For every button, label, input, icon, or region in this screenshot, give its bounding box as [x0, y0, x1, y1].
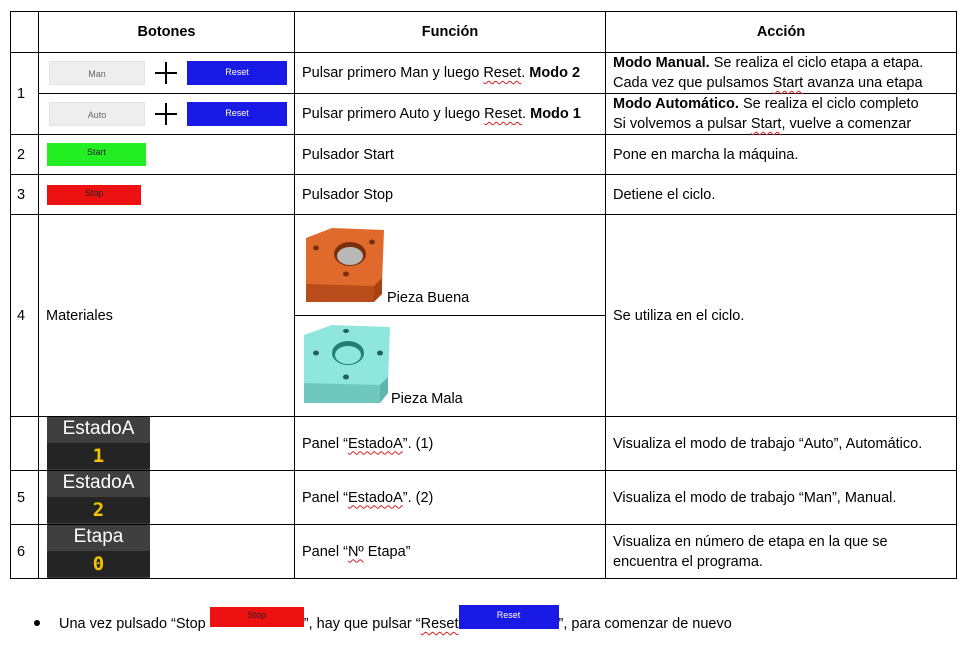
action-text: , vuelve a comenzar	[781, 116, 912, 132]
reset-button[interactable]: Reset	[187, 61, 287, 85]
piece-bad-image	[302, 323, 392, 407]
table-row	[11, 53, 957, 94]
row-number: 1	[11, 53, 39, 135]
action-text: avanza una etapa	[803, 75, 923, 91]
header-botones: Botones	[39, 12, 295, 53]
etapa-display	[47, 525, 150, 578]
function-word: EstadoA	[347, 489, 403, 506]
function-sep: .	[522, 106, 531, 122]
display-value: 0	[47, 551, 150, 577]
estadoa-display	[47, 471, 150, 524]
table-header-row	[11, 12, 957, 53]
function-cell	[295, 471, 606, 525]
man-button[interactable]: Man	[49, 61, 145, 85]
buttons-cell	[39, 175, 295, 215]
function-text: Panel “	[302, 543, 348, 560]
table-row	[11, 417, 957, 471]
bullet-icon	[34, 620, 40, 626]
display-label: Etapa	[73, 526, 124, 547]
function-sep: .	[521, 65, 530, 81]
function-text: ”. (1)	[402, 435, 434, 452]
buttons-cell	[39, 53, 295, 94]
function-cell	[295, 94, 606, 135]
action-text: Cada vez que pulsamos	[613, 75, 773, 91]
action-text: Se realiza el ciclo etapa a etapa.	[709, 55, 924, 71]
plus-icon	[155, 62, 177, 84]
buttons-cell	[39, 94, 295, 135]
action-title: Modo Automático.	[613, 96, 739, 112]
header-accion: Acción	[606, 12, 957, 53]
table-row	[11, 94, 957, 135]
display-value: 2	[47, 497, 150, 523]
piece-bad-label: Pieza Mala	[391, 391, 463, 407]
functions-table	[10, 11, 957, 579]
function-cell	[295, 525, 606, 579]
row-number: 4	[11, 215, 39, 417]
table-row	[11, 471, 957, 525]
function-word: Nº	[347, 543, 364, 560]
action-cell: Visualiza el modo de trabajo “Auto”, Automático.	[606, 417, 957, 471]
action-text: Se realiza el ciclo completo	[738, 96, 919, 112]
reset-button[interactable]: Reset	[459, 605, 559, 629]
piece-bad-cell	[295, 316, 606, 417]
action-word: Start	[772, 75, 804, 91]
buttons-cell	[39, 135, 295, 175]
mode-label: Modo 1	[530, 106, 581, 122]
reset-button[interactable]: Reset	[187, 102, 287, 126]
action-cell	[606, 53, 957, 94]
function-word: Reset	[483, 65, 522, 81]
table-row	[11, 175, 957, 215]
function-cell	[295, 53, 606, 94]
mode-label: Modo 2	[529, 65, 581, 81]
function-text: Panel “	[302, 435, 348, 452]
note-part: ”, hay que pulsar “	[303, 615, 421, 632]
plus-icon	[155, 103, 177, 125]
header-funcion: Función	[295, 12, 606, 53]
function-word: EstadoA	[347, 435, 403, 452]
function-cell: Pulsador Stop	[295, 175, 606, 215]
buttons-cell	[39, 471, 295, 525]
row-number: 6	[11, 525, 39, 579]
piece-good-label: Pieza Buena	[387, 290, 470, 306]
function-text: Pulsar primero Man y luego	[302, 65, 484, 81]
estadoa-display	[47, 417, 150, 470]
note-part: Una vez pulsado “Stop	[59, 615, 210, 632]
function-text: Etapa”	[363, 543, 411, 560]
action-cell: Visualiza el modo de trabajo “Man”, Manual.	[606, 471, 957, 525]
action-cell: Pone en marcha la máquina.	[606, 135, 957, 175]
auto-button[interactable]: Auto	[49, 102, 145, 126]
function-text: Pulsar primero Auto y luego	[302, 106, 485, 122]
function-word: Reset	[484, 106, 523, 122]
header-empty	[11, 12, 39, 53]
action-cell	[606, 94, 957, 135]
buttons-cell	[39, 525, 295, 579]
action-text: Si volvemos a pulsar	[613, 116, 751, 132]
materials-cell: Materiales	[39, 215, 295, 417]
note-text	[59, 612, 732, 636]
action-text: encuentra el programa.	[613, 553, 763, 570]
buttons-cell	[39, 417, 295, 471]
piece-good-image	[302, 222, 386, 306]
stop-button[interactable]: Stop	[47, 185, 141, 205]
display-value: 1	[47, 443, 150, 469]
stop-button[interactable]: Stop	[210, 607, 304, 627]
function-text: Panel “	[302, 489, 348, 506]
action-word: Start	[750, 116, 782, 132]
piece-good-cell	[295, 215, 606, 316]
action-title: Modo Manual.	[613, 55, 710, 71]
note-part: ”, para comenzar de nuevo	[558, 615, 732, 632]
row-number: 2	[11, 135, 39, 175]
function-cell	[295, 417, 606, 471]
function-cell: Pulsador Start	[295, 135, 606, 175]
start-button[interactable]: Start	[47, 143, 146, 166]
row-number	[11, 417, 39, 471]
action-cell	[606, 525, 957, 579]
action-cell: Se utiliza en el ciclo.	[606, 215, 957, 417]
table-row	[11, 215, 957, 316]
row-number: 5	[11, 471, 39, 525]
function-text: ”. (2)	[402, 489, 434, 506]
action-cell: Detiene el ciclo.	[606, 175, 957, 215]
note-word: Reset	[420, 615, 459, 632]
row-number: 3	[11, 175, 39, 215]
display-label: EstadoA	[62, 418, 135, 439]
display-label: EstadoA	[62, 472, 135, 493]
table-row	[11, 135, 957, 175]
action-text: Visualiza en número de etapa en la que se	[613, 533, 888, 550]
table-row	[11, 525, 957, 579]
